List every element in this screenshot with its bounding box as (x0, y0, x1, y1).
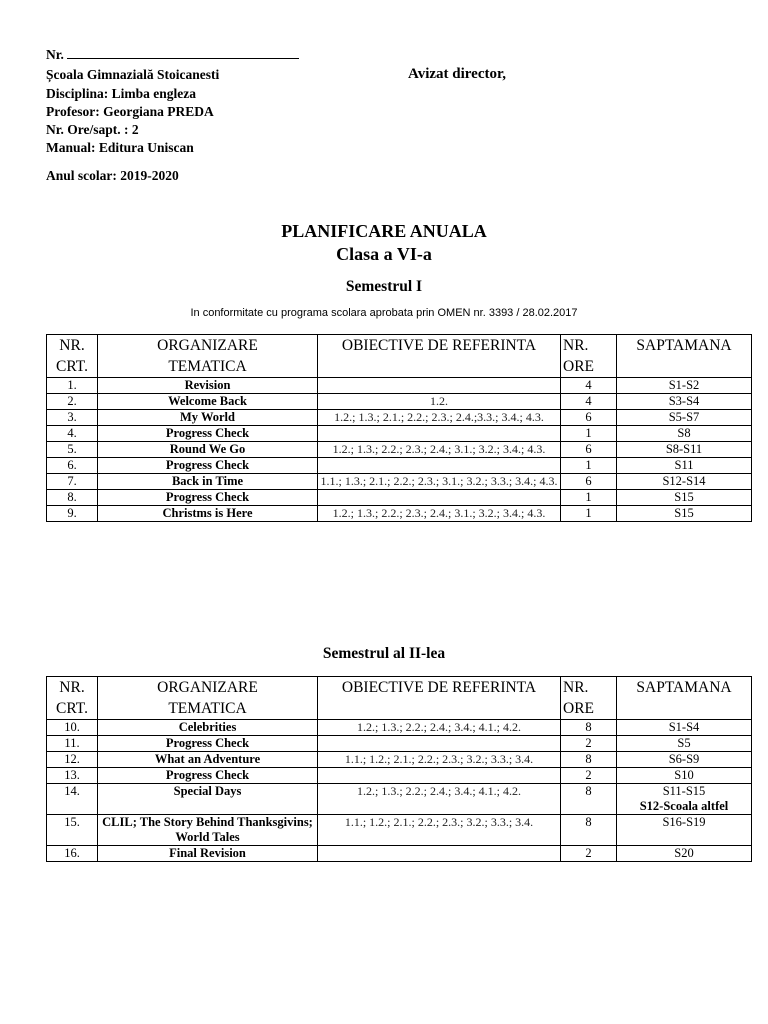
row-hours: 6 (561, 442, 617, 458)
row-week: S12-S14 (617, 474, 752, 490)
row-number: 8. (47, 490, 98, 506)
manual: Manual: Editura Uniscan (46, 140, 194, 155)
row-number: 9. (47, 506, 98, 522)
row-week: S15 (617, 506, 752, 522)
col-saptamana: SAPTAMANA (617, 335, 752, 378)
table-row (47, 784, 752, 815)
row-hours: 4 (561, 394, 617, 410)
conformity-note: In conformitate cu programa scolara aprobata prin OMEN nr. 3393 / 28.02.2017 (190, 307, 578, 319)
row-week: S3-S4 (617, 394, 752, 410)
row-hours: 2 (561, 768, 617, 784)
row-topic: Special Days (98, 784, 318, 815)
table-row (47, 815, 752, 846)
row-topic: Back in Time (98, 474, 318, 490)
col-obiective: OBIECTIVE DE REFERINTA (318, 677, 561, 720)
row-objectives: 1.1.; 1.2.; 2.1.; 2.2.; 2.3.; 3.2.; 3.3.; 3.4. (318, 752, 561, 768)
document-title: PLANIFICARE ANUALA (281, 221, 487, 241)
row-topic: Progress Check (98, 426, 318, 442)
col-obiective: OBIECTIVE DE REFERINTA (318, 335, 561, 378)
row-objectives: 1.2. (318, 394, 561, 410)
nr-blank-line (67, 47, 299, 59)
row-topic: My World (98, 410, 318, 426)
row-week: S20 (617, 846, 752, 862)
row-hours: 1 (561, 458, 617, 474)
row-objectives: 1.2.; 1.3.; 2.2.; 2.3.; 2.4.; 3.1.; 3.2.; 3.4.; 4.3. (318, 442, 561, 458)
row-number: 13. (47, 768, 98, 784)
table-row (47, 506, 752, 522)
row-hours: 2 (561, 846, 617, 862)
row-hours: 1 (561, 490, 617, 506)
row-objectives (318, 378, 561, 394)
row-objectives (318, 426, 561, 442)
school-year: Anul scolar: 2019-2020 (46, 168, 179, 183)
row-week: S5-S7 (617, 410, 752, 426)
table-row (47, 410, 752, 426)
row-topic: What an Adventure (98, 752, 318, 768)
director-approval: Avizat director, (408, 66, 507, 82)
row-week: S6-S9 (617, 752, 752, 768)
row-topic: Progress Check (98, 768, 318, 784)
row-number: 6. (47, 458, 98, 474)
row-hours: 6 (561, 410, 617, 426)
row-objectives: 1.2.; 1.3.; 2.2.; 2.4.; 3.4.; 4.1.; 4.2. (318, 720, 561, 736)
col-organizare: ORGANIZARE TEMATICA (98, 335, 318, 378)
hours-per-week: Nr. Ore/sapt. : 2 (46, 122, 139, 137)
row-week: S1-S2 (617, 378, 752, 394)
row-hours: 4 (561, 378, 617, 394)
teacher: Profesor: Georgiana PREDA (46, 104, 214, 119)
table-row (47, 378, 752, 394)
row-week: S1-S4 (617, 720, 752, 736)
col-nr-ore: NR. ORE (561, 677, 617, 720)
row-topic: Final Revision (98, 846, 318, 862)
table-header-row (47, 335, 752, 378)
school-name: Școala Gimnazială Stoicanesti (46, 67, 220, 82)
row-week: S15 (617, 490, 752, 506)
table-row (47, 736, 752, 752)
table-row (47, 720, 752, 736)
row-topic: Welcome Back (98, 394, 318, 410)
row-objectives (318, 458, 561, 474)
class-title: Clasa a VI-a (336, 244, 432, 264)
row-number: 4. (47, 426, 98, 442)
row-number: 10. (47, 720, 98, 736)
row-objectives: 1.2.; 1.3.; 2.1.; 2.2.; 2.3.; 2.4.;3.3.; 3.4.; 4.3. (318, 410, 561, 426)
table-row (47, 752, 752, 768)
row-hours: 1 (561, 426, 617, 442)
row-hours: 1 (561, 506, 617, 522)
row-number: 3. (47, 410, 98, 426)
row-objectives: 1.2.; 1.3.; 2.2.; 2.3.; 2.4.; 3.1.; 3.2.; 3.4.; 4.3. (318, 506, 561, 522)
col-saptamana: SAPTAMANA (617, 677, 752, 720)
row-hours: 8 (561, 752, 617, 768)
col-organizare: ORGANIZARE TEMATICA (98, 677, 318, 720)
row-hours: 2 (561, 736, 617, 752)
row-hours: 8 (561, 784, 617, 815)
table-header-row (47, 677, 752, 720)
row-topic: Progress Check (98, 458, 318, 474)
row-topic: Celebrities (98, 720, 318, 736)
row-hours: 8 (561, 815, 617, 846)
row-objectives: 1.1.; 1.2.; 2.1.; 2.2.; 2.3.; 3.2.; 3.3.; 3.4. (318, 815, 561, 846)
row-week: S16-S19 (617, 815, 752, 846)
row-week: S8-S11 (617, 442, 752, 458)
table-row (47, 394, 752, 410)
table-row (47, 768, 752, 784)
row-objectives (318, 490, 561, 506)
row-week: S8 (617, 426, 752, 442)
row-topic: Progress Check (98, 490, 318, 506)
row-objectives: 1.1.; 1.3.; 2.1.; 2.2.; 2.3.; 3.1.; 3.2.; 3.3.; 3.4.; 4.3. (318, 474, 561, 490)
row-topic: CLIL; The Story Behind Thanksgivins; World Tales (98, 815, 318, 846)
row-number: 5. (47, 442, 98, 458)
table-row (47, 442, 752, 458)
semester2-title: Semestrul al II-lea (322, 645, 446, 662)
table-row (47, 426, 752, 442)
row-number: 15. (47, 815, 98, 846)
row-number: 2. (47, 394, 98, 410)
nr-label: Nr. (46, 47, 64, 62)
row-hours: 8 (561, 720, 617, 736)
table-row (47, 474, 752, 490)
nr-field (46, 47, 299, 63)
row-number: 12. (47, 752, 98, 768)
semester1-title: Semestrul I (345, 278, 423, 295)
semester2-table (46, 676, 752, 862)
col-nr-crt: NR. CRT. (47, 335, 98, 378)
table-row (47, 458, 752, 474)
table-row (47, 490, 752, 506)
row-topic: Christms is Here (98, 506, 318, 522)
row-number: 7. (47, 474, 98, 490)
row-week: S5 (617, 736, 752, 752)
col-nr-ore: NR. ORE (561, 335, 617, 378)
row-topic: Round We Go (98, 442, 318, 458)
row-objectives: 1.2.; 1.3.; 2.2.; 2.4.; 3.4.; 4.1.; 4.2. (318, 784, 561, 815)
col-nr-crt: NR. CRT. (47, 677, 98, 720)
row-week: S11-S15 S12-Scoala altfel (617, 784, 752, 815)
semester1-table (46, 334, 752, 522)
row-number: 11. (47, 736, 98, 752)
row-topic: Revision (98, 378, 318, 394)
discipline: Disciplina: Limba engleza (46, 86, 197, 101)
row-objectives (318, 736, 561, 752)
week-note: S12-Scoala altfel (639, 799, 729, 813)
row-hours: 6 (561, 474, 617, 490)
row-number: 16. (47, 846, 98, 862)
row-number: 14. (47, 784, 98, 815)
row-week: S11 (617, 458, 752, 474)
row-number: 1. (47, 378, 98, 394)
row-objectives (318, 768, 561, 784)
row-week: S10 (617, 768, 752, 784)
table-row (47, 846, 752, 862)
row-topic: Progress Check (98, 736, 318, 752)
row-objectives (318, 846, 561, 862)
